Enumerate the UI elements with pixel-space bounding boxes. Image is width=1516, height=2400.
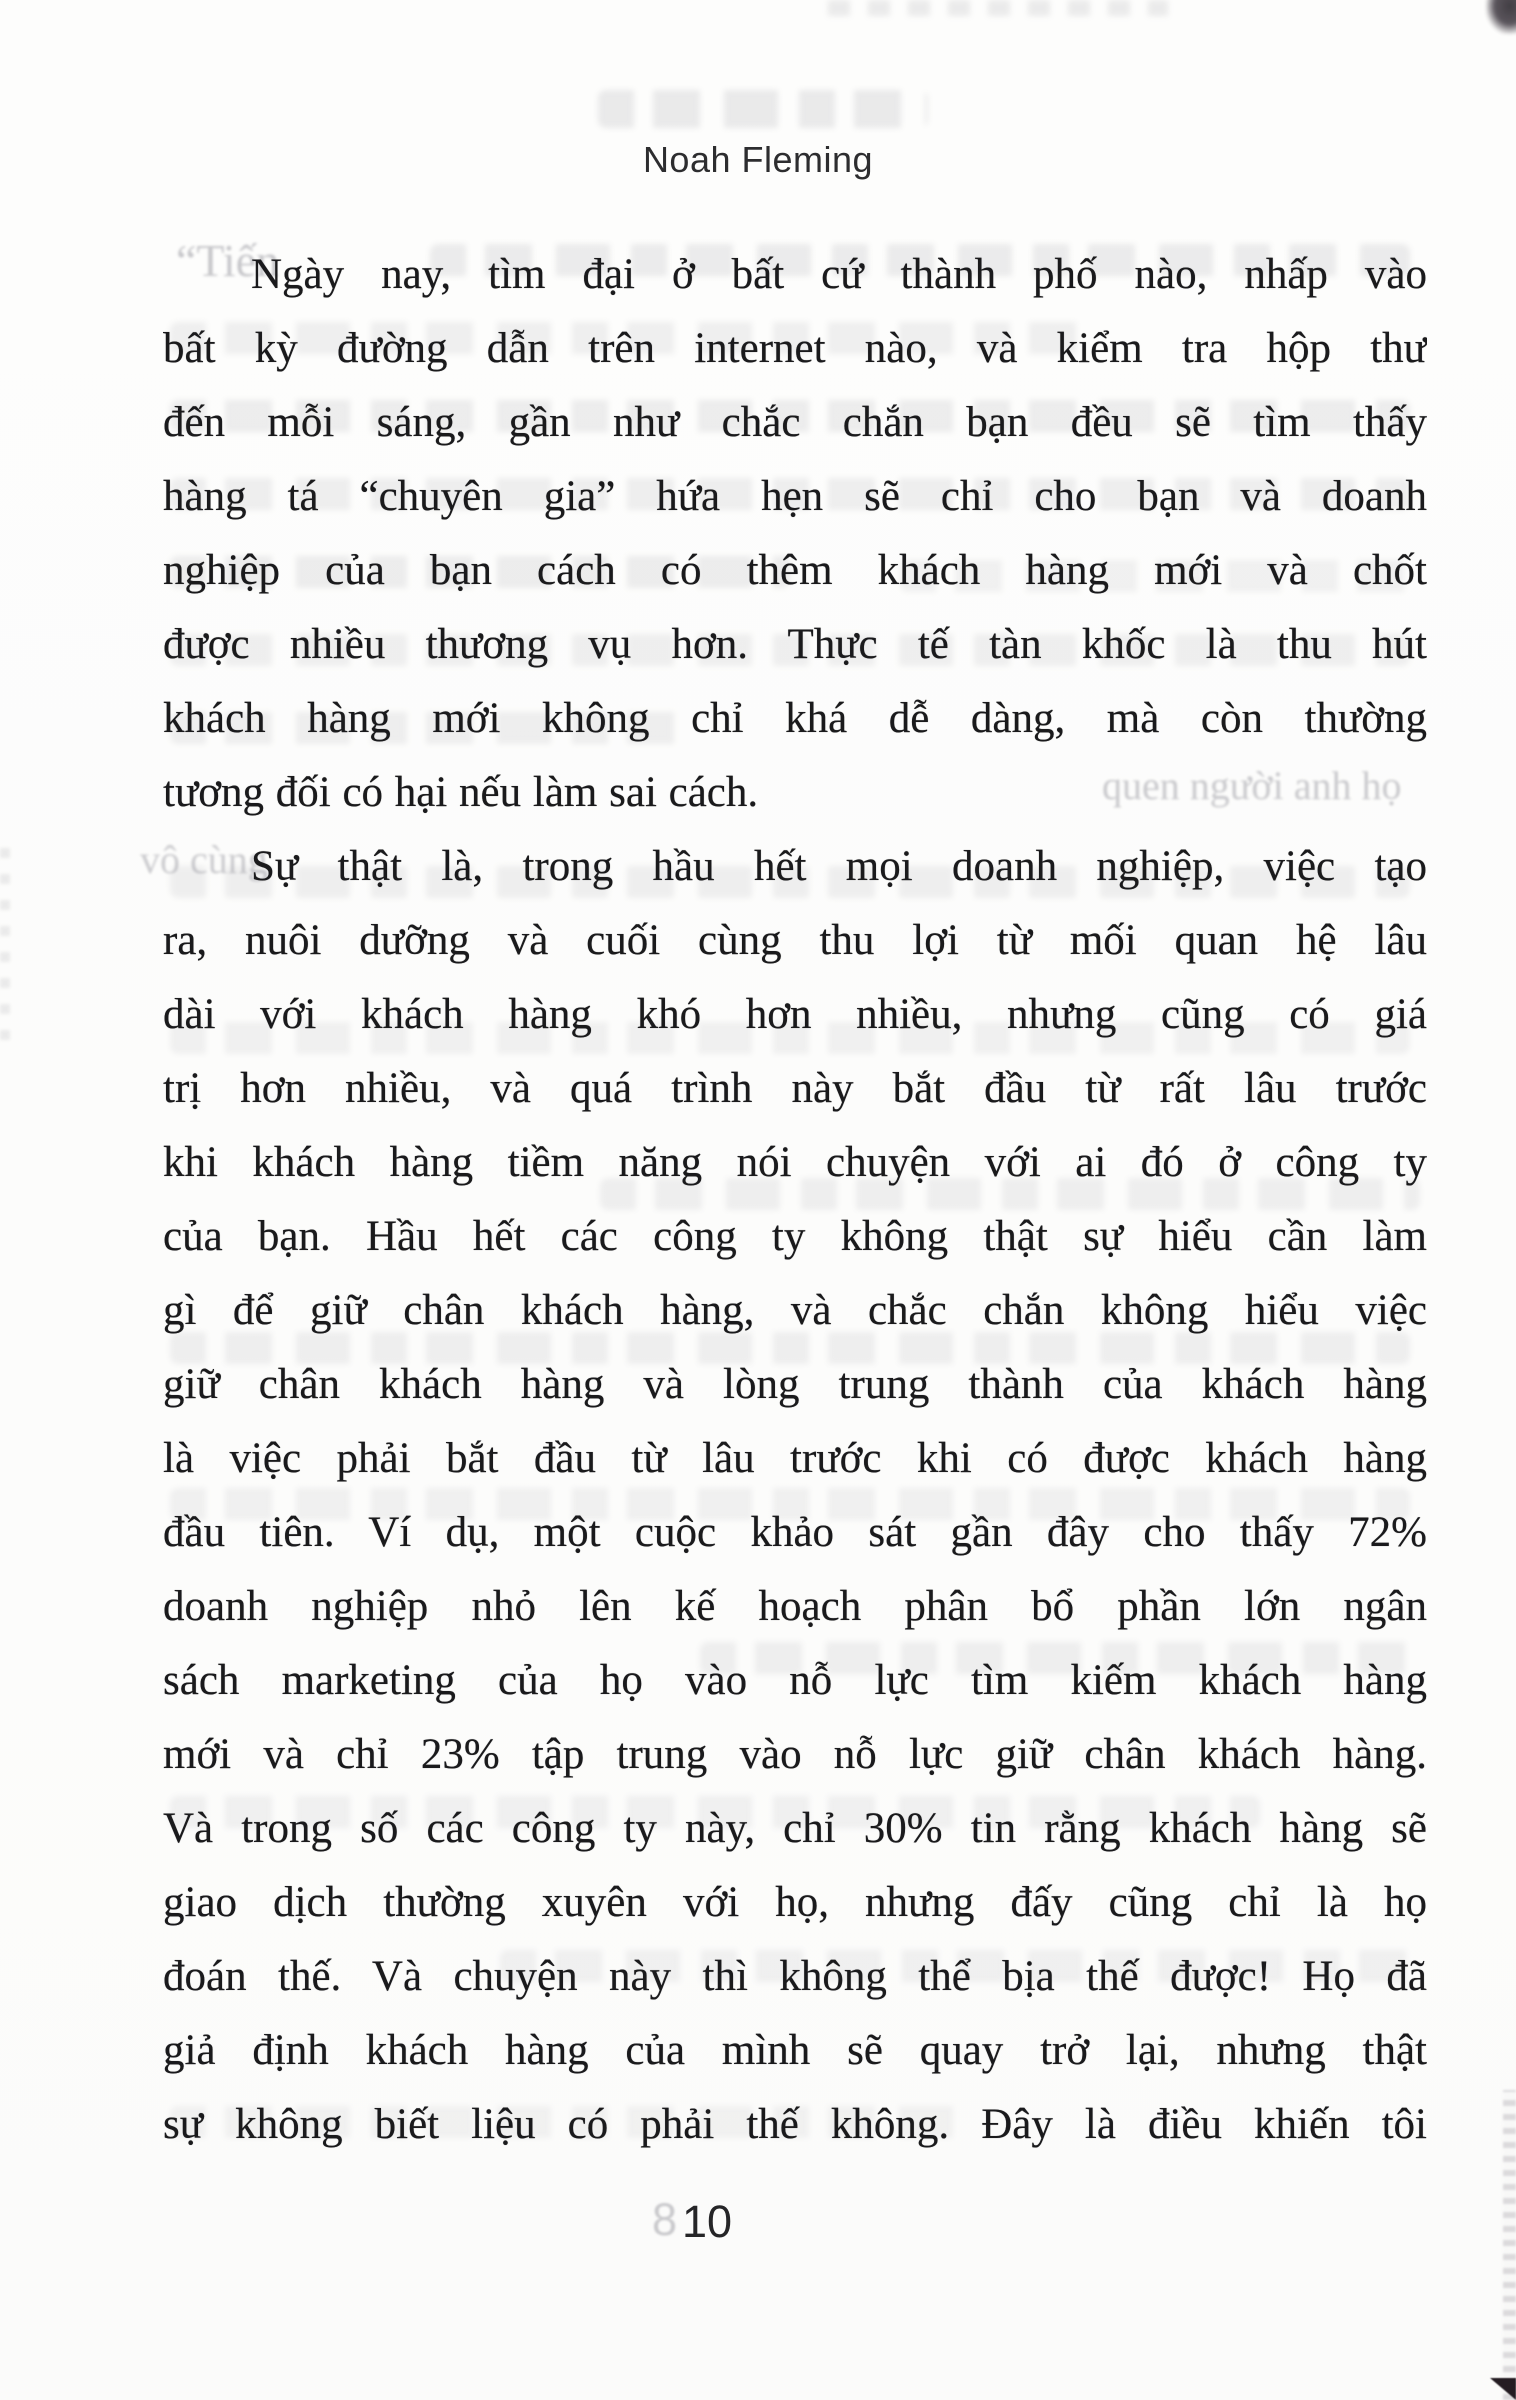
text-line: gì để giữ chân khách hàng, và chắc chắn không hiểu việc xyxy=(163,1287,1427,1334)
text-line: doanh nghiệp nhỏ lên kế hoạch phân bổ phần lớn ngân xyxy=(163,1583,1427,1630)
text-line: giữ chân khách hàng và lòng trung thành của khách hàng xyxy=(163,1361,1427,1408)
text-line: của bạn. Hầu hết các công ty không thật sự hiểu cần làm xyxy=(163,1213,1427,1260)
text-line: đến mỗi sáng, gần như chắc chắn bạn đều sẽ tìm thấy xyxy=(163,399,1427,446)
scan-noise-top-edge xyxy=(828,0,1168,16)
text-line: nghiệp của bạn cách có thêm khách hàng mới và chốt xyxy=(163,547,1427,594)
body-text xyxy=(163,238,1427,2162)
text-line: đoán thế. Và chuyện này thì không thể bịa thế được! Họ đã xyxy=(163,1953,1427,2000)
text-line: giả định khách hàng của mình sẽ quay trở lại, nhưng thật xyxy=(163,2027,1427,2074)
scan-corner-mark-bottom-right xyxy=(1490,2378,1516,2400)
bleed-through-text: vô cùng xyxy=(140,837,268,882)
bleed-through-page-number: 8 xyxy=(652,2194,678,2245)
text-line: bất kỳ đường dẫn trên internet nào, và kiểm tra hộp thư xyxy=(163,325,1427,372)
bleed-through-smudge xyxy=(598,90,928,128)
text-line: giao dịch thường xuyên với họ, nhưng đấy cũng chỉ là họ xyxy=(163,1879,1427,1926)
text-line: được nhiều thương vụ hơn. Thực tế tàn khốc là thu hút xyxy=(163,621,1427,668)
page-number: 10 xyxy=(681,2196,733,2247)
text-line: hàng tá “chuyên gia” hứa hẹn sẽ chỉ cho bạn và doanh xyxy=(163,473,1427,520)
text-line: là việc phải bắt đầu từ lâu trước khi có được khách hàng xyxy=(163,1435,1427,1482)
paragraph xyxy=(163,830,1427,2162)
text-line: khách hàng mới không chỉ khá dễ dàng, mà còn thường xyxy=(163,695,1427,742)
text-line: sự không biết liệu có phải thế không. Đây là điều khiến tôi xyxy=(163,2101,1427,2148)
text-line: khi khách hàng tiềm năng nói chuyện với ai đó ở công ty xyxy=(163,1139,1427,1186)
text-line: trị hơn nhiều, và quá trình này bắt đầu từ rất lâu trước xyxy=(163,1065,1427,1112)
text-line: Sự thật là, trong hầu hết mọi doanh nghiệp, việc tạo xyxy=(251,843,1427,890)
text-line: tương đối có hại nếu làm sai cách. xyxy=(163,769,759,816)
bleed-through-text: “Tiến xyxy=(176,235,280,286)
text-line: mới và chỉ 23% tập trung vào nỗ lực giữ chân khách hàng. xyxy=(163,1731,1427,1778)
scan-smudge-top-right xyxy=(1486,0,1516,34)
text-line: dài với khách hàng khó hơn nhiều, nhưng cũng có giá xyxy=(163,991,1427,1038)
scan-noise-left-edge xyxy=(0,840,10,1040)
running-header: Noah Fleming xyxy=(642,139,874,180)
text-line: sách marketing của họ vào nỗ lực tìm kiếm khách hàng xyxy=(163,1657,1427,1704)
text-line: Và trong số các công ty này, chỉ 30% tin rằng khách hàng sẽ xyxy=(163,1805,1427,1852)
bleed-through-text: quen người anh họ xyxy=(1102,763,1402,808)
scan-noise-right-edge xyxy=(1503,2090,1516,2400)
text-line: đầu tiên. Ví dụ, một cuộc khảo sát gần đây cho thấy 72% xyxy=(163,1509,1427,1556)
text-line: Ngày nay, tìm đại ở bất cứ thành phố nào, nhấp vào xyxy=(251,251,1427,298)
paragraph xyxy=(163,238,1427,830)
text-line: ra, nuôi dưỡng và cuối cùng thu lợi từ mối quan hệ lâu xyxy=(163,917,1427,964)
